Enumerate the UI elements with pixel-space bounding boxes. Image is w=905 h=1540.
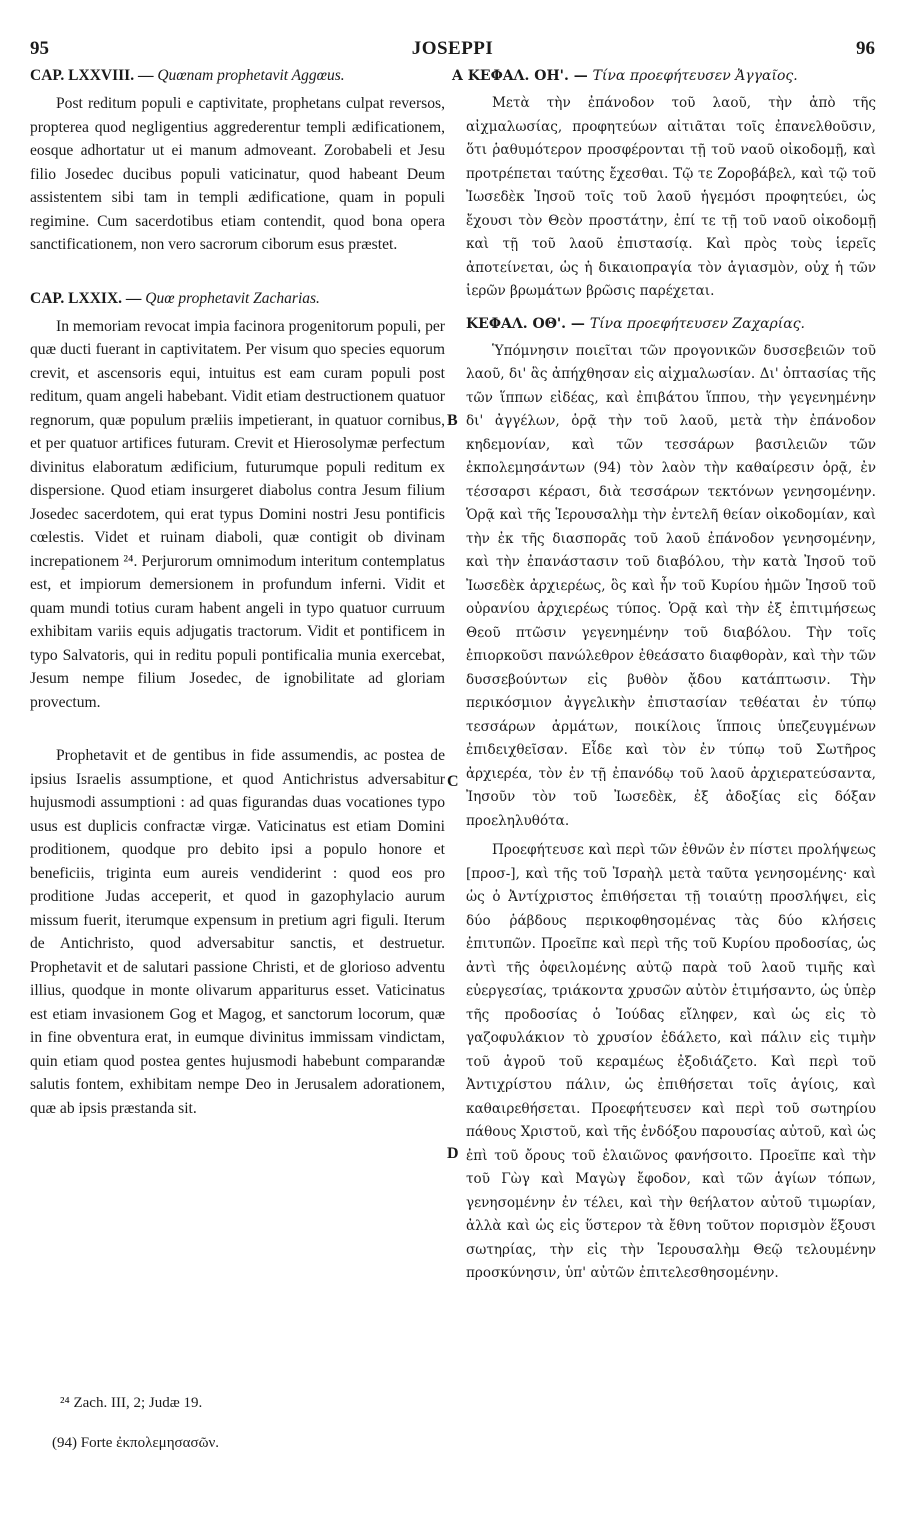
- running-header: [30, 38, 875, 66]
- heading-subtitle: Τίνα προεφήτευσεν Ζαχαρίας.: [589, 315, 806, 332]
- heading-subtitle: Quœ prophetavit Zacharias.: [145, 289, 320, 307]
- greek-chapter-79-text-continued: Προεφήτευσε καὶ περὶ τῶν ἐθνῶν ἐν πίστει προλήψεως [προσ-], καὶ τῆς τοῦ Ἰσραὴλ μετὰ ταῦτα γενησομένης· καὶ ὡς ὁ Ἀντίχριστος ἐπιθήσεται τῇ τοιαύτῃ προσλήψει, εἰς δύο ῥάβδους περικοφθησομένας τὰς δύο κλήσεις ἐπιτυπῶν. Προεῖπε καὶ περὶ τῆς τοῦ Κυρίου προδοσίας, ὡς ἀντὶ τῆς ὀφειλομένης αὐτῷ παρὰ τοῦ λαοῦ τιμῆς καὶ εὐεργεσίας, τριάκοντα χρυσῶν αὐτὸν ἐτιμήσαντο, ὡς ὑπὲρ τῆς προδοσίας ὁ Ἰούδας εἴληφεν, καὶ ὡς εἰς τὸ γαζοφυλάκιον τὸ χρυσίον ἐδάλετο, καὶ πάλιν εἰς τιμὴν τοῦ ἀγροῦ τοῦ κεραμέως ἐξοδιάζετο. Καὶ περὶ τοῦ Ἀντιχρίστου πάλιν, ὡς ἐπιθήσεται τοῖς ἁγίοις, καὶ καθαιρεθήσεται. Προεφήτευσεν καὶ περὶ τοῦ σωτηρίου πάθους Χριστοῦ, καὶ τῆς ἐνδόξου παρουσίας αὐτοῦ, καὶ ὡς ἐπὶ τοῦ ὄρους τοῦ ἐλαιῶνος φανήσοιτο. Προεῖπε καὶ τὴν τοῦ Γὼγ καὶ Μαγὼγ ἔφοδον, καὶ τῶν ἁγίων τόπων, γενησομένην ἐν τέλει, καὶ τὴν θεήλατον αὐτοῦ τιμωρίαν, ἀλλὰ καὶ ὡς εἰς ὕστερον τὰ ἔθνη τοῦτον πορισμὸν ἕξουσι σωτηρίας, τὴν εἰς τὴν Ἱερουσαλὴμ Θεῷ τελουμένην προσκύνησιν, ὑπ' αὐτῶν ἐπιτελεσθησομένην.: [466, 842, 876, 1281]
- latin-column: [30, 66, 445, 1120]
- greek-chapter-78-heading: [452, 66, 876, 86]
- heading-label: CAP. LXXIX. —: [30, 289, 146, 307]
- heading-label: CAP. LXXVIII. —: [30, 67, 158, 84]
- heading-subtitle: Quœnam prophetavit Aggœus.: [157, 67, 345, 84]
- greek-chapter-79-heading: [466, 314, 876, 334]
- margin-letter-a: A: [452, 68, 468, 84]
- running-title: JOSEPPI: [411, 38, 494, 59]
- margin-letter-b: B: [447, 412, 458, 429]
- heading-label: ΚΕΦΑΛ. ΟΘ'. —: [466, 315, 590, 332]
- footnote-94: (94) Forte ἐκπολεμησασῶν.: [52, 1435, 219, 1451]
- right-page-number: 96: [856, 38, 875, 59]
- latin-chapter-78-heading: [30, 66, 445, 86]
- latin-chapter-78-text: Post reditum populi e captivitate, prophetans culpat reversos, propterea quod negligentius aggrederentur templi ædificationem, eosque adhortatur ut ei manum admoveant. Zorobabeli et Jesu filio Josedec ducibus populi vaticinatur, quod habeant Deum assistentem sibi tam in templi ædificatione, quam in populi regimine. Cum sacerdotibus etiam contendit, quod bona opera sanctificationem, non vero sacrorum ciborum esus præstet.: [30, 95, 445, 253]
- heading-label: ΚΕΦΑΛ. ΟΗ'. —: [467, 68, 593, 84]
- latin-chapter-79-text: In memoriam revocat impia facinora progenitorum populi, per quæ ducti fuerant in captivitatem. Per visum quo species equorum crevit, et ascensoris equi, intuitus est eam curam populi post reditum, quam angeli habebant. Vidit etiam destructionem quatuor regnorum, quæ populum præliis impetierant, in quatuor cornibus, et per quatuor artifices futuram. Crevit et Hierosolymæ perfectum divinitus elaboratum ædificium, futurumque populi reditum ex dispersione. Quod etiam insurgeret diabolus contra Jesum filium Josedec sacerdotem, qui erat typus Domini nostri Jesu pontificis cœlestis. Videt et ruinam diaboli, quæ contigit ob divinam increpationem ²⁴. Perjurorum omnimodum interitum contemplatus est, et impiorum demersionem in profundum inferni. Vidit et quam mundi totius curam habent angeli in typo quatuor curruum exhibitam variis equis adjugatis tractorum. Vidit et pontificem in typo Salvatoris, qui in reditu populi pontificalia munia exercebat, Jesum nempe filium Josedec, de ignobilitate ad gloriam provectum.: [30, 317, 445, 711]
- margin-letter-d: D: [447, 1145, 459, 1162]
- greek-column: [452, 66, 876, 1286]
- latin-chapter-79-heading: [30, 289, 445, 309]
- margin-letter-c: C: [447, 773, 459, 790]
- footnote-24: ²⁴ Zach. III, 2; Judæ 19.: [60, 1395, 203, 1411]
- left-page-number: 95: [30, 38, 49, 59]
- heading-subtitle: Τίνα προεφήτευσεν Ἀγγαῖος.: [592, 68, 798, 84]
- greek-chapter-79-text: Ὑπόμνησιν ποιεῖται τῶν προγονικῶν δυσσεβειῶν τοῦ λαοῦ, δι' ἃς ἀπήχθησαν εἰς αἰχμαλωσίαν. Δι' ὀπτασίας τῆς τῶν ἵππων εἰδέας, καὶ ἐπιβάτου ἵππου, τὴν γεγενημένην δι' ἀγγέλων, ὁρᾷ τὴν τοῦ λαοῦ, μετὰ τὴν ἐπάνοδον κηδεμονίαν, καὶ τῶν τεσσάρων βασιλειῶν τῶν ἐκπολεμησάντων (94) τὸν λαὸν τὴν καθαίρεσιν ὁρᾷ, ἐν τέσσαρσι κέρασι, διὰ τεσσάρων τεκτόνων γενησομένην. Ὁρᾷ καὶ τῆς Ἱερουσαλὴμ τὴν ἐντελῆ θείαν οἰκοδομίαν, καὶ τὴν ἐκ τῆς διασπορᾶς τοῦ λαοῦ ἐπάνοδον γενησομένην, καὶ τὴν ἐπανάστασιν τοῦ διαβόλου, τὴν κατὰ Ἰησοῦ τοῦ Ἰωσεδὲκ ἀρχιερέως, ὃς καὶ ἦν τοῦ Κυρίου ἡμῶν Ἰησοῦ τοῦ οὐρανίου ἀρχιερέως τύπος. Ὁρᾷ καὶ τὴν ἐξ ἐπιτιμήσεως Θεοῦ πτῶσιν γεγενημένην τοῦ διαβόλου. Τὴν τοῖς ἐπιορκοῦσι πανώλεθρον ἐθεάσατο διαφθορὰν, καὶ τὴν τῶν δυσσεβούντων εἰς βυθὸν ᾄδου κατάπτωσιν. Τὴν περικόσμιον ἀγγελικὴν ἐπιστασίαν τεθέαται ἐν τύπῳ τεσσάρων ἁρμάτων, ποικίλοις ἵπποις ὑπεζευγμένων ἐπιδειχθεῖσαν. Εἶδε καὶ τὸν ἐν τύπῳ τοῦ Σωτῆρος ἀρχιερέα, τὸν ἐν τῇ ἐπανόδῳ τοῦ λαοῦ ἀρχιερατεύσαντα, Ἰησοῦν τὸν τοῦ Ἰωσεδὲκ, ἐξ ἀδοξίας εἰς δόξαν προεληλυθότα.: [466, 342, 876, 829]
- greek-chapter-78-text: Μετὰ τὴν ἐπάνοδον τοῦ λαοῦ, τὴν ἀπὸ τῆς αἰχμαλωσίας, προφητεύων αἰτιᾶται τοῖς ἐπανελθοῦσιν, ὅτι ῥαθυμότερον προσφέρονται τῇ τοῦ ναοῦ οἰκοδομῇ, καὶ προτρέπεται ταύτης ἔχεσθαι. Τῷ τε Ζοροβάβελ, καὶ τῷ τοῦ Ἰωσεδὲκ Ἰησοῦ τοῖς τοῦ λαοῦ ἡγεμόσι προφητεύει, ὡς ἔχουσι τὸν Θεὸν προστάτην, ἐπί τε τῇ τοῦ ναοῦ οἰκοδομῇ καὶ τῇ τοῦ λαοῦ ἐπιστασίᾳ. Καὶ πρὸς τοὺς ἱερεῖς ἀποτείνεται, ὡς ἡ δικαιοπραγία τὸν ἁγιασμὸν, οὐχ ἡ τῶν ἱερῶν βρωμάτων βρῶσις παρέχεται.: [466, 95, 876, 299]
- latin-chapter-79-text-continued: Prophetavit et de gentibus in fide assumendis, ac postea de ipsius Israelis assumptione, et quod Antichristus adversabitur hujusmodi assumptioni : ad quas figurandas duas vocationes typo usus est duplicis confractæ virgæ. Vaticinatus est etiam Domini proditionem, quodque pro debito ipsi a populo honore et beneficiis, triginta eum aureis vendiderint : quod eos pro proditione Judas acceperit, et quod in gazophylacio aurum missum fuerit, iterumque expensum in pretium agri figuli. Iterum de Antichristo, quod adversabitur sanctis, et destruetur. Prophetavit et de salutari passione Christi, et de glorioso adventu illius, quodque in monte olivarum appariturus esset. Vaticinatus est etiam invasionem Gog et Magog, et sanctorum locorum, quæ in fine obventura erat, in eumque divinitus immissam vindictam, quin etiam quod postea gentes hujusmodi habebunt comparandæ salutis fontem, exhibitam nempe Deo in Jerusalem adorationem, quæ ab ipsis præstanda sit.: [30, 747, 445, 1117]
